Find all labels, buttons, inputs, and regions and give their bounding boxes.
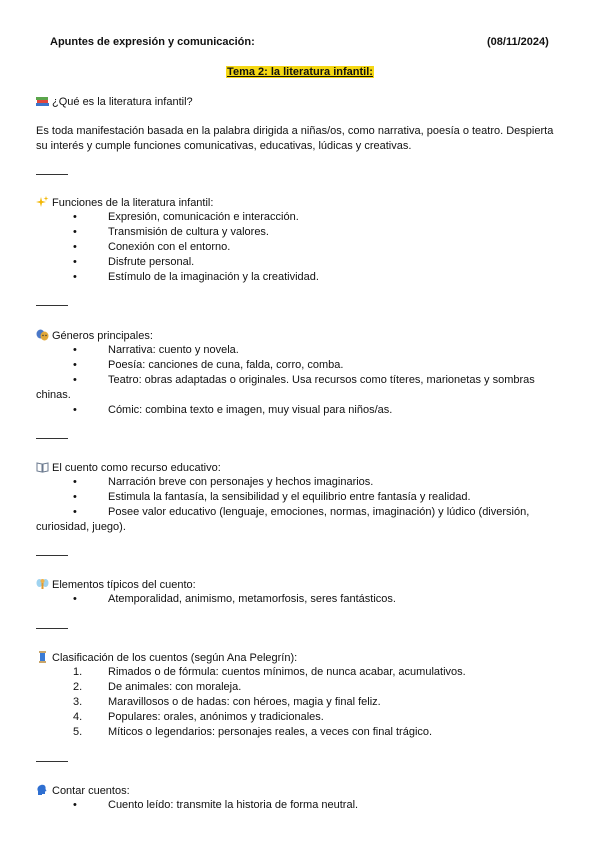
bullet-icon: • xyxy=(73,344,77,356)
list-item: Poesía: canciones de cuna, falda, corro, comba. xyxy=(108,359,344,371)
open-book-icon xyxy=(36,461,49,473)
definition-paragraph: Es toda manifestación basada en la palabra dirigida a niñas/os, como narrativa, poesía o teatro. Despierta su interés y cumple funciones comunicativas, educativas, lúdicas y creativas. xyxy=(36,125,554,152)
list-item: Transmisión de cultura y valores. xyxy=(108,226,269,238)
bullet-icon: • xyxy=(73,476,77,488)
divider xyxy=(36,305,68,306)
bullet-icon: • xyxy=(73,404,77,416)
list-number: 4. xyxy=(73,711,83,723)
bullet-icon: • xyxy=(73,593,77,605)
list-number: 5. xyxy=(73,726,83,738)
bullet-icon: • xyxy=(73,799,77,811)
books-icon xyxy=(36,95,49,107)
list-item: Posee valor educativo (lenguaje, emociones, normas, imaginación) y lúdico (diversión, xyxy=(108,506,530,518)
bullet-icon: • xyxy=(73,374,77,386)
list-item: Estímulo de la imaginación y la creatividad. xyxy=(108,271,319,283)
divider xyxy=(36,555,68,556)
thread-spool-icon xyxy=(36,651,49,663)
elements-heading: Elementos típicos del cuento: xyxy=(36,578,196,591)
document-title: Apuntes de expresión y comunicación: xyxy=(50,36,255,48)
list-item-continuation: chinas. xyxy=(36,389,71,401)
list-number: 3. xyxy=(73,696,83,708)
list-item: Cuento leído: transmite la historia de forma neutral. xyxy=(108,799,359,811)
list-item: Narrativa: cuento y novela. xyxy=(108,344,239,356)
theater-masks-icon xyxy=(36,329,49,341)
list-item: Maravillosos o de hadas: con héroes, magia y final feliz. xyxy=(108,696,381,708)
divider xyxy=(36,628,68,629)
divider xyxy=(36,174,68,175)
document-date: (08/11/2024) xyxy=(487,36,549,48)
list-item: Narración breve con personajes y hechos imaginarios. xyxy=(108,476,374,488)
list-number: 2. xyxy=(73,681,83,693)
bullet-icon: • xyxy=(73,491,77,503)
list-item: Conexión con el entorno. xyxy=(108,241,231,253)
telling-heading: Contar cuentos: xyxy=(36,784,130,797)
sparkles-icon xyxy=(36,196,49,208)
divider xyxy=(36,438,68,439)
list-item: Teatro: obras adaptadas o originales. Usa recursos como títeres, marionetas y sombras xyxy=(108,374,535,386)
story-heading: El cuento como recurso educativo: xyxy=(36,461,221,474)
list-item-continuation: curiosidad, juego). xyxy=(36,521,126,533)
list-item: Estimula la fantasía, la sensibilidad y el equilibrio entre fantasía y realidad. xyxy=(108,491,471,503)
list-item: Cómic: combina texto e imagen, muy visual para niños/as. xyxy=(108,404,393,416)
bullet-icon: • xyxy=(73,506,77,518)
bullet-icon: • xyxy=(73,256,77,268)
list-item: De animales: con moraleja. xyxy=(108,681,242,693)
list-item: Rimados o de fórmula: cuentos mínimos, de nunca acabar, acumulativos. xyxy=(108,666,466,678)
divider xyxy=(36,761,68,762)
bullet-icon: • xyxy=(73,226,77,238)
bullet-icon: • xyxy=(73,271,77,283)
bullet-icon: • xyxy=(73,359,77,371)
topic-title: Tema 2: la literatura infantil: xyxy=(227,66,373,78)
classification-heading: Clasificación de los cuentos (según Ana Pelegrín): xyxy=(36,651,297,664)
functions-heading: Funciones de la literatura infantil: xyxy=(36,196,213,209)
genres-heading: Géneros principales: xyxy=(36,329,153,342)
list-item: Atemporalidad, animismo, metamorfosis, seres fantásticos. xyxy=(108,593,396,605)
fairy-icon xyxy=(36,578,49,590)
list-item: Expresión, comunicación e interacción. xyxy=(108,211,299,223)
list-item: Míticos o legendarios: personajes reales, a veces con final trágico. xyxy=(108,726,433,738)
question-heading: ¿Qué es la literatura infantil? xyxy=(36,95,193,108)
speaking-head-icon xyxy=(36,784,49,796)
bullet-icon: • xyxy=(73,211,77,223)
list-number: 1. xyxy=(73,666,83,678)
list-item: Populares: orales, anónimos y tradicionales. xyxy=(108,711,324,723)
list-item: Disfrute personal. xyxy=(108,256,195,268)
bullet-icon: • xyxy=(73,241,77,253)
